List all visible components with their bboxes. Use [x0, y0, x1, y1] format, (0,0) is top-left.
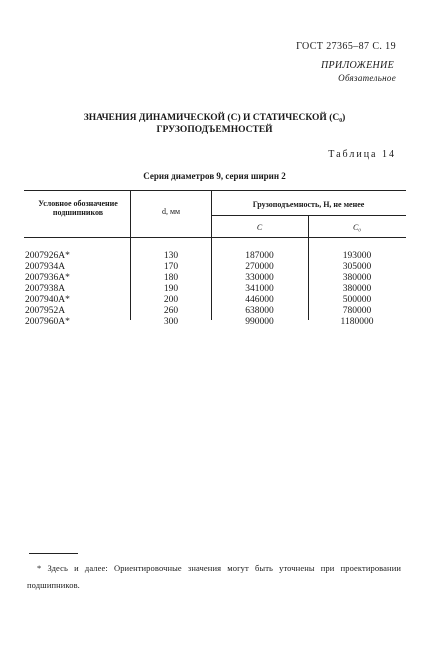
cell-c0: 500000	[342, 295, 372, 305]
cell-c: 341000	[245, 284, 274, 294]
cell-designation: 2007960А*	[25, 317, 70, 327]
title-line-2: ГРУЗОПОДЪЕМНОСТЕЙ	[156, 125, 273, 135]
document-title	[0, 112, 429, 136]
title-line-1: ЗНАЧЕНИЯ ДИНАМИЧЕСКОЙ (C) И СТАТИЧЕСКОЙ (C₀)	[83, 113, 346, 123]
cell-d: 200	[163, 295, 179, 305]
cell-d: 190	[163, 284, 179, 294]
table-caption: Серия диаметров 9, серия ширин 2	[143, 171, 286, 181]
cell-designation: 2007936А*	[25, 273, 70, 283]
header-designation: Условное обозначение подшипников	[38, 199, 118, 217]
footnote-divider	[29, 553, 78, 554]
header-c: C	[256, 223, 263, 232]
cell-d: 300	[163, 317, 179, 327]
cell-d: 260	[163, 306, 179, 316]
cell-c0: 380000	[342, 273, 372, 283]
cell-c0: 780000	[342, 306, 372, 316]
header-d: d, мм	[161, 207, 181, 216]
cell-c: 638000	[245, 306, 274, 316]
cell-designation: 2007940А*	[25, 295, 70, 305]
cell-designation: 2007926А*	[25, 251, 70, 261]
appendix-status: Обязательное	[338, 73, 396, 83]
cell-c0: 1180000	[340, 317, 374, 327]
cell-c0: 305000	[342, 262, 372, 272]
cell-c: 187000	[245, 251, 274, 261]
cell-designation: 2007938А	[25, 284, 66, 294]
cell-c0: 380000	[342, 284, 372, 294]
cell-d: 130	[163, 251, 179, 261]
table-top-rule	[24, 190, 406, 191]
header-c0: C₀	[352, 223, 362, 232]
cell-d: 170	[163, 262, 179, 272]
cell-d: 180	[163, 273, 179, 283]
table-number: Таблица 14	[328, 149, 396, 160]
appendix-label: ПРИЛОЖЕНИЕ	[321, 60, 394, 71]
cell-c: 446000	[245, 295, 274, 305]
standard-page-header: ГОСТ 27365–87 С. 19	[296, 41, 396, 52]
footnote-text: * Здесь и далее: Ориентировочные значения могут быть уточнены при проектировании подшипников.	[27, 563, 401, 590]
cell-c0: 193000	[342, 251, 372, 261]
cell-c: 990000	[245, 317, 274, 327]
cell-c: 330000	[245, 273, 274, 283]
cell-designation: 2007934А	[25, 262, 66, 272]
header-capacity: Грузоподъемность, Н, не менее	[252, 200, 365, 209]
cell-designation: 2007952А	[25, 306, 66, 316]
table-header-bottom-rule	[24, 237, 406, 238]
cell-c: 270000	[245, 262, 274, 272]
